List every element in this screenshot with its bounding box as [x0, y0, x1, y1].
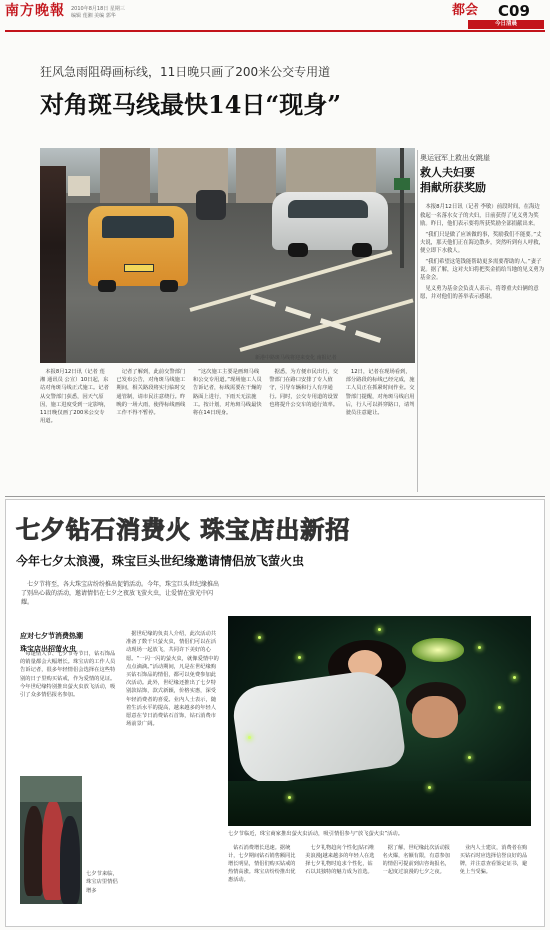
sidebar-body: [420, 203, 545, 301]
ad-column: 据了解，世纪缘此次活动报名火爆，名额有限，有意参加的情侣可提前到店咨询报名，一起度过浪漫的七夕之夜。: [382, 845, 450, 876]
story-column: “这次施工主要是画斑马线和公交专用道。”现场施工人员告诉记者，标线需要在干燥的路面上进行，下雨天无法施工。按计划，对角斑马线最快将在14日现身。: [192, 369, 262, 417]
story-column: 本报8月12日讯（记者 莲湘 通讯员 公宣）10日起，东站对角斑马线正式施工。记者从交警部门获悉，因天气原因，施工进度受到一定影响，11日晚仅画了200米公交专用道。: [40, 369, 109, 425]
ad-photo-caption: 七夕节临近，珠宝商家推出萤火虫活动，吸引情侣参与“放飞萤火虫”活动。: [228, 831, 403, 837]
story-headline: 对角斑马线最快14日“现身”: [40, 90, 342, 119]
sidebar-paragraph: “我们只是做了应该做的事，奖励我们不能要。”丈夫说，那天他们正在海边散步，突然听到有人呼救，便立即下水救人。: [420, 231, 544, 255]
photo-caption: 新港中路斑马线将迎来变化 南报记者: [255, 355, 337, 361]
store-photo: [20, 776, 82, 904]
ad-bottom-columns: [228, 844, 531, 924]
sidebar-paragraph: “我们希望这笔钱能帮助更多需要帮助的人。”妻子说。据了解，这对夫妇将把奖金捐给当地的见义勇为基金会。: [420, 258, 544, 282]
story-column: 据悉，为方便市民出行，交警部门在路口安排了专人值守，引导车辆和行人有序通行。同时，公交专用道的设置也将提升公交车的通行效率。: [269, 369, 339, 408]
newspaper-logo: 南方晚報: [5, 3, 65, 19]
store-photo-caption: 七夕节来临，珠宝店里情侣增多: [86, 871, 118, 894]
section-name: 都会: [452, 3, 479, 18]
sidebar-kicker: 奥运冠军上救出女跳崖: [420, 154, 490, 162]
story-kicker: 狂风急雨阻碍画标线，11日晚只画了200米公交专用道: [40, 65, 331, 79]
sidebar-story: [420, 154, 545, 304]
date-text: 2010年8月18日 星期三: [71, 6, 125, 12]
story-column: 12日，记者在现场看到，部分路段的标线已经完成，施工人员正在抓紧时间作业。交警部门提醒，对角斑马线启用后，行人可以斜穿路口，请驾驶员注意避让。: [345, 369, 415, 417]
sidebar-paragraph: 本报8月12日讯（记者 李敏）前段时间，在海边救起一名落水女子的夫妇，日前获得了见义勇为奖励。昨日，他们表示要将所获奖励全部捐献出来。: [420, 204, 540, 228]
sidebar-paragraph: 见义勇为基金会负责人表示，将尊重夫妇俩的意愿，并对他们的善举表示感谢。: [420, 285, 539, 301]
ad-column: 每逢情人节、七夕节等节日，钻石饰品的销量都会大幅增长。珠宝店的工作人员告诉记者，很多年轻情侣会选择在这些特别的日子里购买钻戒，作为爱情的见证。今年世纪缘特别推出萤火虫放飞活动，吸引了众多情侣报名参加。: [20, 651, 116, 699]
silver-car: [272, 192, 388, 250]
sidebar-title: 救人夫妇要 捐献所获奖励: [420, 165, 486, 194]
advertorial: [5, 499, 545, 927]
ad-intro: 七夕节将至，各大珠宝店纷纷推出促销活动。今年，珠宝巨头世纪缘推出了别出心裁的活动，邀请情侣在七夕之夜放飞萤火虫，让爱情在萤光中闪耀。: [21, 581, 220, 606]
editor-credit: 编辑 莲湘 美编 郭华: [71, 13, 116, 19]
ad-box-title: 应对七夕节消费热潮 珠宝店出招萤火虫: [20, 632, 83, 654]
story-body: [40, 368, 415, 492]
couple-fireflies-photo: [228, 616, 531, 826]
story-column: 记者了解到，此前交警部门已发布公告，对角斑马线施工期间，相关路段将实行临时交通管制，请市民注意绕行。昨晚的一场大雨，使得标线画线工作不得不暂停。: [116, 369, 186, 417]
section-subtitle: 今日清晨: [468, 20, 544, 29]
masthead: [0, 0, 550, 30]
taxi: [88, 206, 188, 286]
column-divider: [417, 150, 418, 492]
ad-column: 七夕礼物趋向个性化|钻石唯美浪漫|越来越多的年轻人在选择七夕礼物时追求个性化，钻石以其独特的魅力成为首选。: [305, 845, 375, 876]
dateline: [71, 6, 125, 20]
page-number: C09: [498, 2, 530, 20]
ad-column: 业内人士建议，消费者在购买钻石时应选择信誉良好的品牌，并注意查看鉴定证书，避免上当受骗。: [459, 845, 528, 876]
masthead-rule: [5, 30, 545, 32]
ad-subhead: 今年七夕太浪漫，珠宝巨头世纪缘邀请情侣放飞萤火虫: [16, 554, 305, 568]
ad-column: 据世纪缘的负责人介绍，此次活动共准备了数千只萤火虫，情侣们可以在活动现场一起放飞，共同许下美好的心愿。“一闪一闪的萤火虫，就像爱情中的点点滴滴。”活动期间，凡是在世纪缘购买钻石饰品的情侣，都可以免费参加此次活动。此外，世纪缘还推出了七夕特别款钻饰，款式新颖，价格实惠，深受年轻消费者的喜爱。业内人士表示，随着生活水平的提高，越来越多的年轻人愿意在节日消费钻石首饰，钻石消费市场前景广阔。: [126, 631, 219, 728]
ad-column: 钻石消费增长迅速。据统计，七夕期间钻石销售额同比增长明显，情侣们购买钻戒的热情高涨。珠宝店纷纷推出优惠活动。: [228, 845, 296, 884]
ad-headline: 七夕钻石消费火 珠宝店出新招: [16, 515, 351, 544]
traffic-photo: [40, 148, 415, 363]
section-rule: [5, 496, 545, 497]
